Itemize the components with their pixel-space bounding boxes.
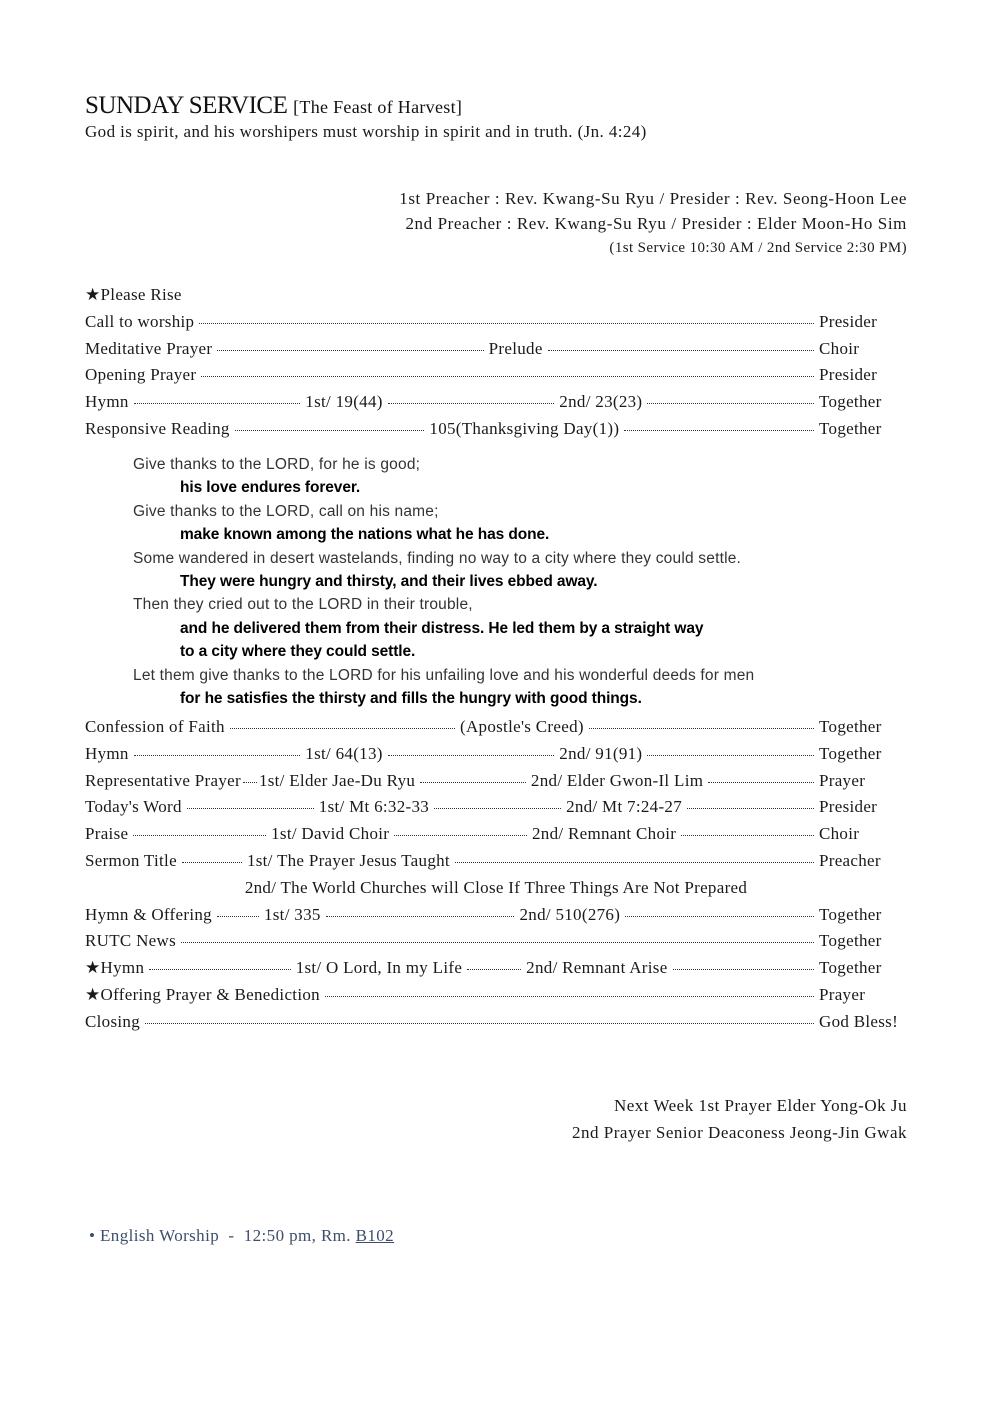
reading-leader-line: Give thanks to the LORD, call on his name; <box>133 502 439 520</box>
order-row <box>85 797 907 824</box>
item-second: 2nd/ Remnant Choir <box>532 824 677 844</box>
item-role: Together <box>819 717 882 736</box>
leader-dots <box>394 835 527 836</box>
item-middle: (Apostle's Creed) <box>460 717 584 736</box>
item-second: 2nd/ 23(23) <box>559 392 643 412</box>
item-role: Presider <box>819 311 878 331</box>
item-first: 1st/ David Choir <box>271 824 390 844</box>
item-role: Together <box>819 418 882 438</box>
item-first: 1st/ 335 <box>263 904 321 924</box>
item-middle: 105(Thanksgiving Day(1)) <box>429 418 620 438</box>
order-row <box>85 851 907 878</box>
responsive-reading <box>133 453 754 710</box>
leader-dots <box>149 969 290 970</box>
leader-dots <box>388 755 555 756</box>
item-role: God Bless! <box>819 1011 899 1031</box>
item-label: Closing <box>85 1011 141 1031</box>
leader-dots <box>201 376 814 377</box>
leader-dots <box>625 916 814 917</box>
english-worship-text: English Worship - 12:50 pm, Rm. <box>100 1226 351 1245</box>
sermon-title-second-line <box>85 878 907 905</box>
item-role: Preacher <box>819 850 881 870</box>
leader-dots <box>589 728 814 729</box>
item-role: Together <box>819 931 882 951</box>
item-label: Sermon Title <box>85 850 177 870</box>
order-of-worship-part1 <box>85 285 907 446</box>
second-preacher-line: 2nd Preacher : Rev. Kwang-Su Ryu / Presider : Elder Moon-Ho Sim <box>405 214 907 233</box>
order-row <box>85 905 907 932</box>
order-row <box>85 958 907 985</box>
item-role: Together <box>818 743 882 763</box>
leader-dots <box>235 430 425 431</box>
order-row <box>85 392 907 419</box>
leader-dots <box>134 755 301 756</box>
order-row <box>85 771 907 798</box>
reading-leader-line: Give thanks to the LORD, for he is good; <box>133 456 421 473</box>
page-title <box>85 92 462 120</box>
item-second: 2nd/ Elder Gwon-Il Lim <box>530 770 704 790</box>
order-row <box>85 365 907 392</box>
service-times: (1st Service 10:30 AM / 2nd Service 2:30 PM) <box>609 240 907 256</box>
leader-dots <box>647 755 814 756</box>
item-label: Praise <box>85 824 129 844</box>
item-second: 2nd/ 91(91) <box>559 743 643 763</box>
item-label: Hymn & Offering <box>85 904 212 924</box>
item-role: Together <box>818 392 882 412</box>
order-of-worship-part2 <box>85 717 907 1039</box>
order-row <box>85 824 907 851</box>
item-first: 1st/ Elder Jae-Du Ryu <box>258 770 416 790</box>
item-first: 1st/ 19(44) <box>305 392 383 412</box>
leader-dots <box>199 323 814 324</box>
leader-dots <box>420 782 526 783</box>
leader-dots <box>624 430 814 431</box>
item-continuation: 2nd/ The World Churches will Close If Three Things Are Not Prepared <box>244 877 748 897</box>
item-label: Meditative Prayer <box>85 338 213 358</box>
item-role: Choir <box>818 824 860 844</box>
item-label: Opening Prayer <box>85 365 197 385</box>
english-worship-notice <box>89 1226 394 1246</box>
item-second: 2nd/ 510(276) <box>519 904 621 924</box>
item-role: Prayer <box>819 984 866 1004</box>
reading-response-line: They were hungry and thirsty, and their lives ebbed away. <box>180 572 598 590</box>
bullet-icon: • <box>89 1226 96 1245</box>
leader-dots <box>548 350 814 351</box>
leader-dots <box>673 969 814 970</box>
title-main: SUNDAY SERVICE <box>85 92 288 119</box>
leader-dots <box>434 808 561 809</box>
leader-dots <box>647 403 814 404</box>
reading-response-line: for he satisfies the thirsty and fills the hungry with good things. <box>180 689 642 707</box>
item-role: Presider <box>819 797 878 817</box>
order-row <box>85 717 907 744</box>
leader-dots <box>708 782 814 783</box>
item-role: Together <box>819 904 882 924</box>
item-label: Today's Word <box>85 797 182 817</box>
preacher-info <box>399 186 907 236</box>
item-middle: Prelude <box>488 338 543 358</box>
leader-dots <box>687 808 814 809</box>
item-label: RUTC News <box>85 931 177 951</box>
leader-dots <box>455 862 814 863</box>
reading-response-line: and he delivered them from their distress. He led them by a straight way <box>180 619 704 637</box>
item-first: 1st/ 64(13) <box>305 743 383 763</box>
room-link[interactable]: B102 <box>355 1226 395 1245</box>
first-preacher-line: 1st Preacher : Rev. Kwang-Su Ryu / Presider : Rev. Seong-Hoon Lee <box>399 189 907 208</box>
item-role: Prayer <box>819 770 866 790</box>
theme-verse: God is spirit, and his worshipers must worship in spirit and in truth. (Jn. 4:24) <box>85 122 647 141</box>
item-role: Choir <box>819 338 860 358</box>
leader-dots <box>243 782 257 783</box>
order-row <box>85 312 907 339</box>
item-label: Confession of Faith <box>85 717 225 736</box>
leader-dots <box>187 808 314 809</box>
please-rise-note <box>85 285 907 312</box>
leader-dots <box>326 916 515 917</box>
reading-response-line: his love endures forever. <box>180 479 361 497</box>
reading-leader-line: Then they cried out to the LORD in their trouble, <box>133 596 473 614</box>
item-label: Call to worship <box>85 311 195 331</box>
leader-dots <box>134 403 301 404</box>
item-first: 1st/ O Lord, In my Life <box>295 958 463 978</box>
next-week-line-2: 2nd Prayer Senior Deaconess Jeong-Jin Gwak <box>572 1123 907 1142</box>
item-label: ★Offering Prayer & Benediction <box>85 984 320 1004</box>
order-row <box>85 1012 907 1039</box>
item-label: Hymn <box>85 743 129 763</box>
item-label: Hymn <box>85 392 129 412</box>
leader-dots <box>181 942 814 943</box>
reading-response-line: to a city where they could settle. <box>180 643 416 661</box>
item-role: Together <box>819 958 882 978</box>
item-label: Representative Prayer <box>85 770 241 790</box>
leader-dots <box>217 916 259 917</box>
leader-dots <box>325 996 814 997</box>
leader-dots <box>467 969 521 970</box>
please-rise-label: ★Please Rise <box>85 285 182 304</box>
order-row <box>85 985 907 1012</box>
item-label: ★Hymn <box>85 958 145 978</box>
next-week-prayer <box>572 1092 907 1146</box>
item-second: 2nd/ Mt 7:24-27 <box>566 797 683 817</box>
item-second: 2nd/ Remnant Arise <box>526 958 668 978</box>
reading-leader-line: Let them give thanks to the LORD for his unfailing love and his wonderful deeds for men <box>133 666 755 684</box>
leader-dots <box>145 1023 814 1024</box>
reading-leader-line: Some wandered in desert wastelands, finding no way to a city where they could settle. <box>133 549 742 567</box>
order-row <box>85 419 907 446</box>
leader-dots <box>133 835 266 836</box>
reading-response-line: make known among the nations what he has done. <box>180 526 550 544</box>
leader-dots <box>388 403 555 404</box>
item-first: 1st/ Mt 6:32-33 <box>318 797 430 817</box>
item-label: Responsive Reading <box>85 418 230 438</box>
leader-dots <box>217 350 483 351</box>
leader-dots <box>681 835 814 836</box>
leader-dots <box>182 862 242 863</box>
leader-dots <box>230 728 455 729</box>
item-role: Presider <box>819 365 878 385</box>
next-week-line-1: Next Week 1st Prayer Elder Yong-Ok Ju <box>613 1096 907 1115</box>
title-subtitle: [The Feast of Harvest] <box>293 97 463 117</box>
order-row <box>85 744 907 771</box>
order-row <box>85 339 907 366</box>
item-first: 1st/ The Prayer Jesus Taught <box>246 850 450 870</box>
order-row <box>85 931 907 958</box>
